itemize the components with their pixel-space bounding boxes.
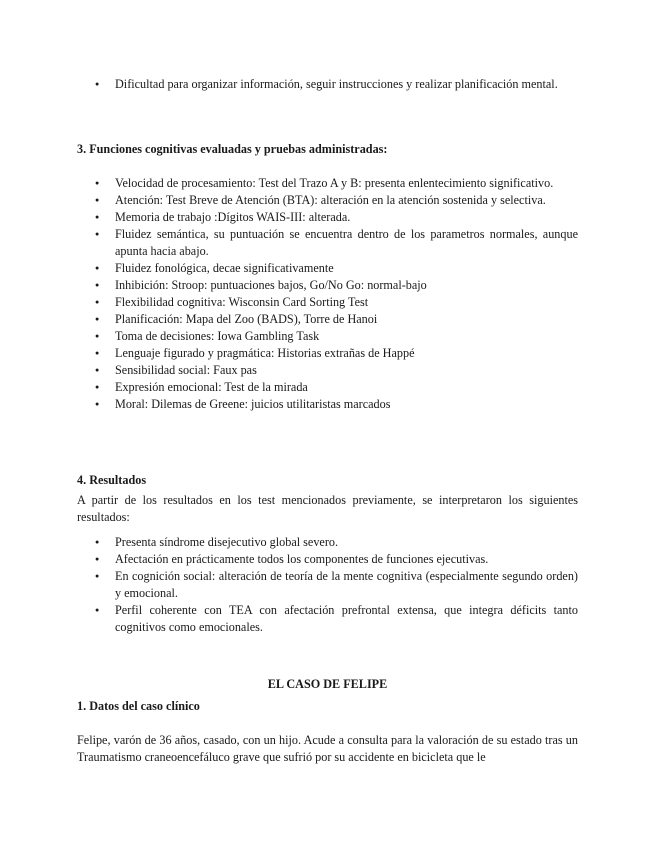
list-item: ● Flexibilidad cognitiva: Wisconsin Card Sorting Test xyxy=(77,294,578,311)
list-item: ● Expresión emocional: Test de la mirada xyxy=(77,379,578,396)
case-subheading: 1. Datos del caso clínico xyxy=(77,699,200,713)
section-intro: A partir de los resultados en los test mencionados previamente, se interpretaron los siguientes resultados: xyxy=(77,493,578,524)
list-item: ● Lenguaje figurado y pragmática: Historias extrañas de Happé xyxy=(77,345,578,362)
list-item: ● Atención: Test Breve de Atención (BTA): alteración en la atención sostenida y selectiva. xyxy=(77,192,578,209)
list-item: ● Toma de decisiones: Iowa Gambling Task xyxy=(77,328,578,345)
section-4 xyxy=(77,472,578,636)
section-3 xyxy=(77,141,578,413)
list-item: ● Moral: Dilemas de Greene: juicios utilitaristas marcados xyxy=(77,396,578,413)
case-paragraph: Felipe, varón de 36 años, casado, con un hijo. Acude a consulta para la valoración de su estado tras un Traumatismo craneoencefáluco grave que sufrió por su accidente en bicicleta que le xyxy=(77,733,578,764)
list-item: ● Fluidez fonológica, decae significativamente xyxy=(77,260,578,277)
section-heading: 3. Funciones cognitivas evaluadas y pruebas administradas: xyxy=(77,142,388,156)
case-title: EL CASO DE FELIPE xyxy=(267,677,388,691)
list-item: ● Perfil coherente con TEA con afectación prefrontal extensa, que integra déficits tanto cognitivos como emocionales. xyxy=(77,602,578,636)
section-3-list xyxy=(77,175,578,413)
list-item: ● Velocidad de procesamiento: Test del Trazo A y B: presenta enlentecimiento significativo. xyxy=(77,175,578,192)
list-item: ● Afectación en prácticamente todos los componentes de funciones ejecutivas. xyxy=(77,551,578,568)
list-item: ● Inhibición: Stroop: puntuaciones bajos, Go/No Go: normal-bajo xyxy=(77,277,578,294)
list-item: ● Dificultad para organizar información, seguir instrucciones y realizar planificación mental. xyxy=(77,76,578,93)
case-section xyxy=(77,676,578,766)
list-item: ● Sensibilidad social: Faux pas xyxy=(77,362,578,379)
section-4-list xyxy=(77,534,578,636)
list-item: ● Memoria de trabajo :Dígitos WAIS-III: alterada. xyxy=(77,209,578,226)
list-item: ● Planificación: Mapa del Zoo (BADS), Torre de Hanoi xyxy=(77,311,578,328)
section-heading: 4. Resultados xyxy=(77,473,147,487)
list-item: ● Fluidez semántica, su puntuación se encuentra dentro de los parametros normales, aunque apunta hacia abajo. xyxy=(77,226,578,260)
list-item: ● En cognición social: alteración de teoría de la mente cognitiva (especialmente segundo orden) y emocional. xyxy=(77,568,578,602)
list-item: ● Presenta síndrome disejecutivo global severo. xyxy=(77,534,578,551)
top-bullet-list xyxy=(77,76,578,93)
